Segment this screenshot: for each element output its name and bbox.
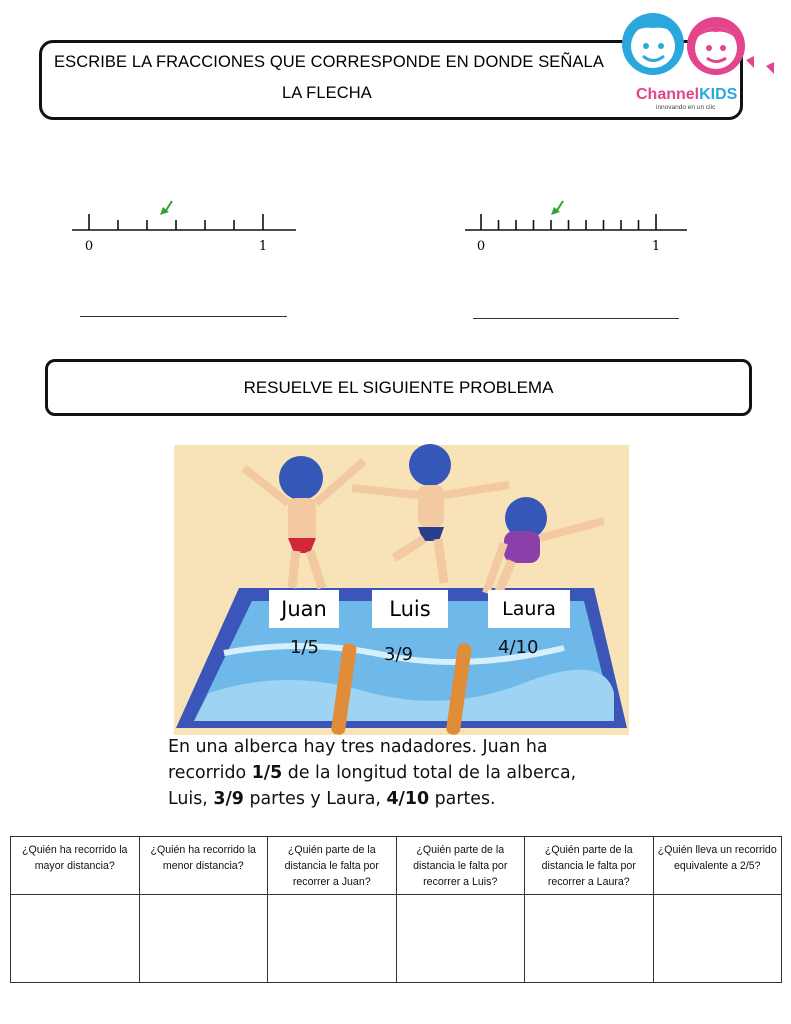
answer-cell[interactable] bbox=[11, 895, 140, 983]
logo-brand-text: ChannelKIDS bbox=[636, 86, 738, 103]
logo-tagline: innovando en un clic bbox=[656, 104, 716, 111]
question-header: ¿Quién parte de la distancia le falta por recorrer a Juan? bbox=[268, 837, 397, 895]
question-header: ¿Quién parte de la distancia le falta por recorrer a Laura? bbox=[525, 837, 654, 895]
problem-caption bbox=[168, 734, 638, 812]
question-header: ¿Quién ha recorrido la menor distancia? bbox=[139, 837, 268, 895]
question-header: ¿Quién parte de la distancia le falta por recorrer a Luis? bbox=[396, 837, 525, 895]
number-line-2-start-label: 0 bbox=[476, 239, 486, 254]
question-header: ¿Quién ha recorrido la mayor distancia? bbox=[11, 837, 140, 895]
answer-cell[interactable] bbox=[268, 895, 397, 983]
number-line-1-ticks bbox=[89, 214, 263, 230]
problem-title: RESUELVE EL SIGUIENTE PROBLEMA bbox=[243, 377, 554, 397]
answer-blank-2[interactable] bbox=[473, 318, 679, 319]
name-card-juan: Juan bbox=[269, 590, 339, 628]
name-card-laura: Laura bbox=[488, 590, 570, 628]
arrow-icon bbox=[160, 201, 172, 215]
number-line-1-start-label: 0 bbox=[84, 239, 94, 254]
answer-blank-1[interactable] bbox=[80, 316, 287, 317]
number-line-2 bbox=[463, 195, 693, 257]
number-line-2-ticks bbox=[481, 214, 656, 230]
arrow-icon bbox=[551, 201, 563, 215]
fraction-luis: 3/9 bbox=[384, 644, 413, 665]
problem-title-box bbox=[45, 359, 752, 416]
caption-line-1: En una alberca hay tres nadadores. Juan ha bbox=[168, 737, 548, 757]
answer-cell[interactable] bbox=[139, 895, 268, 983]
table-header-row bbox=[11, 837, 782, 895]
number-line-1-end-label: 1 bbox=[258, 239, 268, 254]
answer-cell[interactable] bbox=[525, 895, 654, 983]
questions-table bbox=[10, 836, 782, 983]
fraction-laura: 4/10 bbox=[498, 637, 539, 658]
caption-line-3: Luis, 3/9 partes y Laura, 4/10 partes. bbox=[168, 789, 496, 809]
question-header: ¿Quién lleva un recorrido equivalente a 2/5? bbox=[653, 837, 782, 895]
fraction-juan: 1/5 bbox=[290, 637, 319, 658]
answer-cell[interactable] bbox=[653, 895, 782, 983]
name-card-luis: Luis bbox=[372, 590, 448, 628]
answer-cell[interactable] bbox=[396, 895, 525, 983]
table-answer-row bbox=[11, 895, 782, 983]
caption-line-2: recorrido 1/5 de la longitud total de la alberca, bbox=[168, 763, 577, 783]
number-line-1 bbox=[70, 195, 300, 257]
number-line-2-end-label: 1 bbox=[651, 239, 661, 254]
instruction-line-1: ESCRIBE LA FRACCIONES QUE CORRESPONDE EN DONDE SEÑALA bbox=[54, 53, 604, 71]
instruction-line-2: LA FLECHA bbox=[282, 84, 372, 102]
